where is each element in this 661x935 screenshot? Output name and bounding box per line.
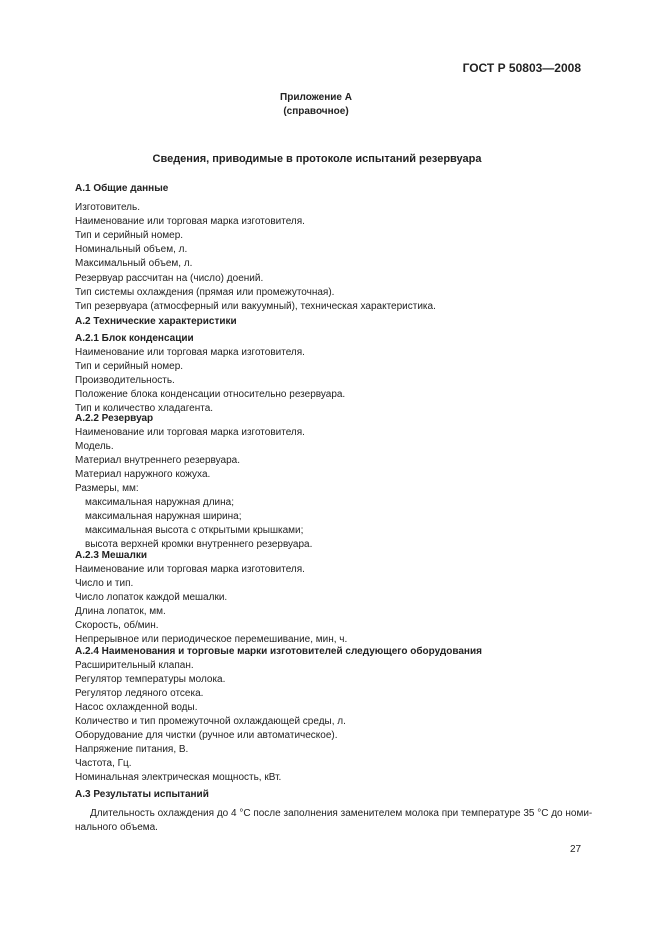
list-item: Наименование или торговая марка изготовителя.	[75, 427, 305, 438]
list-item: Материал внутреннего резервуара.	[75, 455, 240, 466]
list-item: Тип и серийный номер.	[75, 361, 184, 372]
sub-item: максимальная наружная ширина;	[85, 511, 242, 522]
sub-item: максимальная высота с открытыми крышками;	[85, 525, 304, 536]
list-item: Число и тип.	[75, 578, 134, 589]
appendix-type: (справочное)	[283, 106, 349, 117]
document-code: ГОСТ Р 50803—2008	[462, 61, 581, 75]
list-item: Тип резервуара (атмосферный или вакуумный), техническая характеристика.	[75, 301, 436, 312]
list-item: Наименование или торговая марка изготовителя.	[75, 216, 305, 227]
list-item: Модель.	[75, 441, 114, 452]
list-item: Положение блока конденсации относительно резервуара.	[75, 389, 346, 400]
page-number: 27	[570, 844, 582, 855]
section-heading: А.2 Технические характеристики	[75, 316, 237, 327]
list-item: Число лопаток каждой мешалки.	[75, 592, 228, 603]
list-item: Расширительный клапан.	[75, 660, 194, 671]
section-heading: А.2.1 Блок конденсации	[75, 333, 194, 344]
list-item: Номинальный объем, л.	[75, 244, 188, 255]
list-item: Насос охлажденной воды.	[75, 702, 198, 713]
section-heading: А.1 Общие данные	[75, 183, 169, 194]
list-item: Максимальный объем, л.	[75, 258, 193, 269]
section-heading: А.3 Результаты испытаний	[75, 789, 209, 800]
section-heading: А.2.2 Резервуар	[75, 413, 154, 424]
list-item: Материал наружного кожуха.	[75, 469, 211, 480]
list-item: Наименование или торговая марка изготовителя.	[75, 347, 305, 358]
list-item: Непрерывное или периодическое перемешивание, мин, ч.	[75, 634, 348, 645]
list-item: Тип и серийный номер.	[75, 230, 184, 241]
list-item: Напряжение питания, В.	[75, 744, 189, 755]
list-item: Регулятор температуры молока.	[75, 674, 226, 685]
list-item: Производительность.	[75, 375, 175, 386]
list-item: Резервуар рассчитан на (число) доений.	[75, 273, 264, 284]
sub-item: максимальная наружная длина;	[85, 497, 234, 508]
list-item: Количество и тип промежуточной охлаждающей среды, л.	[75, 716, 346, 727]
list-item: Частота, Гц.	[75, 758, 132, 769]
paragraph-line: нального объема.	[75, 822, 158, 833]
page-title: Сведения, приводимые в протоколе испытаний резервуара	[152, 153, 482, 165]
sub-item: высота верхней кромки внутреннего резервуара.	[85, 539, 313, 550]
list-item: Длина лопаток, мм.	[75, 606, 166, 617]
list-item: Размеры, мм:	[75, 483, 139, 494]
appendix-label: Приложение А	[280, 92, 352, 103]
list-item: Тип системы охлаждения (прямая или промежуточная).	[75, 287, 335, 298]
list-item: Номинальная электрическая мощность, кВт.	[75, 772, 282, 783]
section-heading: А.2.3 Мешалки	[75, 550, 147, 561]
list-item: Тип и количество хладагента.	[75, 403, 214, 414]
list-item: Наименование или торговая марка изготовителя.	[75, 564, 305, 575]
list-item: Скорость, об/мин.	[75, 620, 159, 631]
section-heading: А.2.4 Наименования и торговые марки изготовителей следующего оборудования	[75, 646, 482, 657]
list-item: Оборудование для чистки (ручное или автоматическое).	[75, 730, 338, 741]
list-item: Регулятор ледяного отсека.	[75, 688, 204, 699]
paragraph-line: Длительность охлаждения до 4 °С после заполнения заменителем молока при температуре 35 °С до номи-	[90, 808, 593, 819]
list-item: Изготовитель.	[75, 202, 140, 213]
